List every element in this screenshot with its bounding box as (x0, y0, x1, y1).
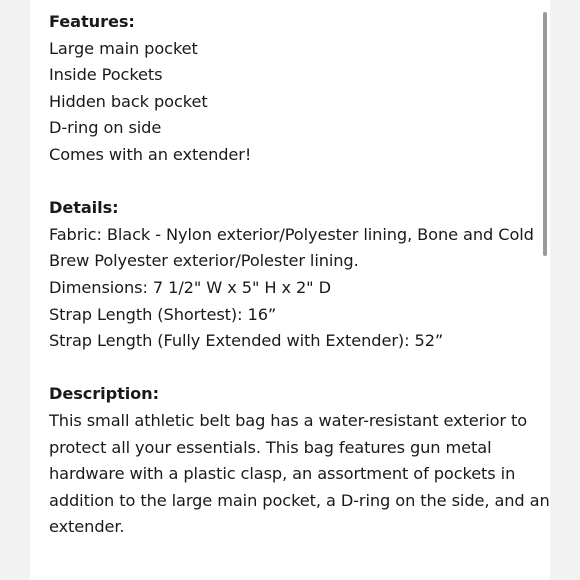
section-spacer (49, 169, 537, 196)
details-heading: Details: (49, 198, 119, 218)
description-section (49, 381, 550, 541)
features-heading: Features: (49, 12, 135, 31)
details-dimensions: Dimensions: 7 1/2" W x 5" H x 2" D (49, 277, 331, 297)
feature-item: D-ring on side (49, 118, 162, 138)
features-section (49, 9, 537, 169)
scrollbar-thumb[interactable] (543, 12, 547, 256)
feature-item: Large main pocket (49, 38, 198, 58)
details-section (49, 195, 537, 355)
feature-item: Hidden back pocket (49, 91, 208, 111)
description-heading: Description: (49, 384, 159, 404)
description-line: extender. (49, 517, 125, 537)
description-line: hardware with a plastic clasp, an assortment of pockets in (49, 464, 516, 484)
details-fabric-line2: Brew Polyester exterior/Polester lining. (49, 251, 359, 271)
description-line: This small athletic belt bag has a water-resistant exterior to (49, 410, 528, 430)
details-strap-shortest: Strap Length (Shortest): 16” (49, 304, 277, 324)
feature-item: Comes with an extender! (49, 144, 252, 164)
section-spacer (49, 355, 537, 382)
details-fabric-line1: Fabric: Black - Nylon exterior/Polyester lining, Bone and Cold (49, 224, 534, 244)
feature-item: Inside Pockets (49, 65, 163, 85)
product-description-text (49, 9, 550, 541)
details-strap-extended: Strap Length (Fully Extended with Extender): 52” (49, 331, 444, 351)
description-line: protect all your essentials. This bag features gun metal (49, 437, 492, 457)
description-line: addition to the large main pocket, a D-ring on the side, and an (49, 490, 550, 510)
vertical-scrollbar[interactable] (541, 12, 549, 256)
